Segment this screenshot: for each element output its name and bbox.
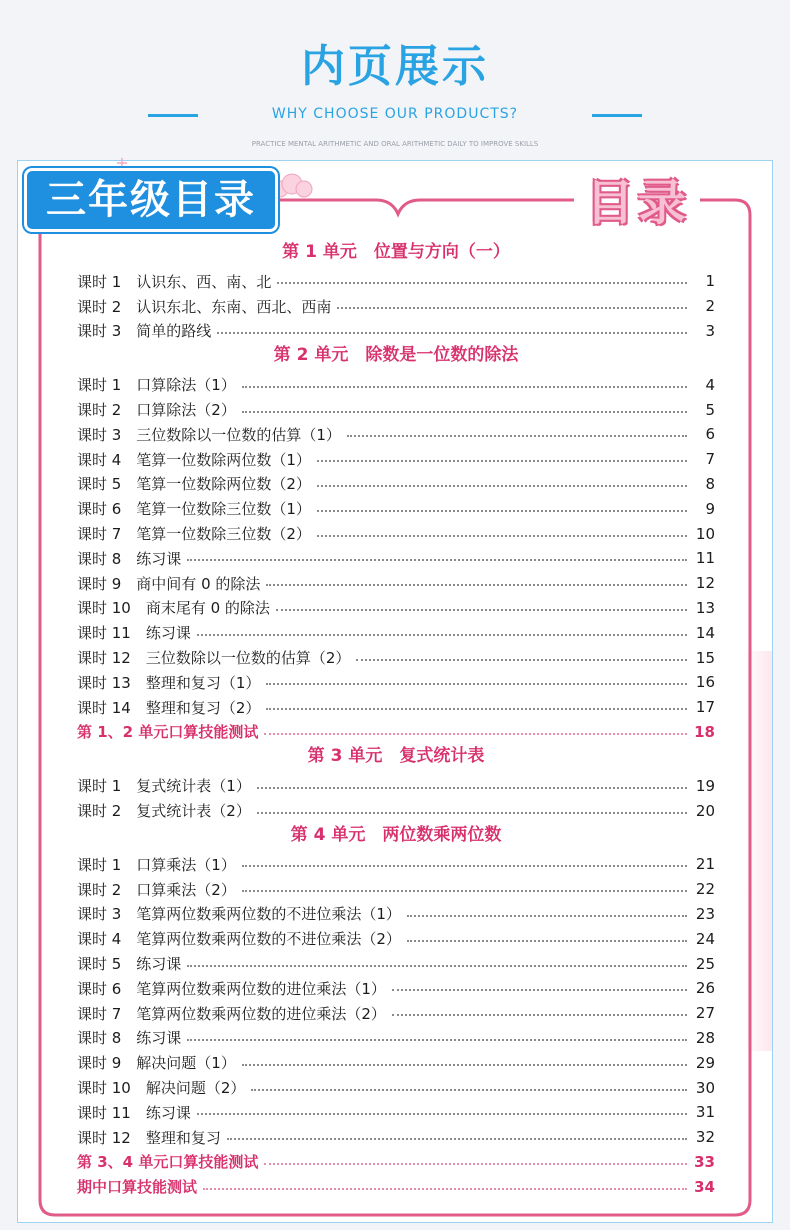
toc-row	[77, 877, 715, 902]
toc-row-leader	[266, 683, 687, 685]
toc-row-label: 课时 9 商中间有 0 的除法	[77, 574, 261, 593]
toc-row	[77, 951, 715, 976]
toc-row	[77, 521, 715, 546]
toc-row-leader	[242, 890, 687, 892]
toc-row-page: 8	[705, 474, 715, 493]
toc-row-label: 课时 11 练习课	[77, 1103, 191, 1122]
toc-row-page: 6	[705, 425, 715, 444]
toc-row-label: 课时 13 整理和复习（1）	[77, 673, 261, 692]
toc-row	[77, 269, 715, 294]
toc-row-page: 24	[695, 929, 715, 948]
toc-row	[77, 472, 715, 497]
toc-row	[77, 926, 715, 951]
toc-row-label: 课时 6 笔算一位数除三位数（1）	[77, 500, 311, 519]
toc-row	[77, 397, 715, 422]
toc-row-page: 2	[705, 297, 715, 316]
toc-row-leader	[257, 787, 687, 789]
toc-row	[77, 496, 715, 521]
toc-row-leader	[407, 915, 687, 917]
toc-row-page: 28	[695, 1028, 715, 1047]
toc-row-leader	[266, 708, 687, 710]
toc-row-leader	[317, 510, 687, 512]
toc-row	[77, 447, 715, 472]
toc-row-label: 课时 1 口算除法（1）	[77, 376, 236, 395]
toc-row-page: 16	[695, 673, 715, 692]
toc-row-page: 31	[695, 1103, 715, 1122]
toc-row-label: 课时 3 笔算两位数乘两位数的不进位乘法（1）	[77, 905, 401, 924]
toc-row-label: 课时 11 练习课	[77, 624, 191, 643]
toc-row-page: 20	[695, 801, 715, 820]
toc-row-leader	[317, 485, 687, 487]
toc-row-page: 14	[695, 623, 715, 642]
toc-row-leader	[251, 1089, 687, 1091]
toc-row-leader	[187, 965, 687, 967]
toc-row-leader	[257, 812, 687, 814]
toc-unit-heading: 第 2 单元 除数是一位数的除法	[273, 345, 519, 366]
toc-row-leader	[187, 559, 687, 561]
toc-row-leader	[276, 609, 687, 611]
toc-row-page: 23	[695, 904, 715, 923]
toc-row-label: 课时 1 口算乘法（1）	[77, 855, 236, 874]
toc-row-leader	[197, 634, 687, 636]
toc-row-leader	[317, 535, 687, 537]
toc-row-label: 期中口算技能测试	[77, 1178, 198, 1197]
toc-row-page: 9	[705, 499, 715, 518]
toc-row-label: 课时 6 笔算两位数乘两位数的进位乘法（1）	[77, 979, 386, 998]
toc-row-page: 22	[695, 880, 715, 899]
toc-row-leader	[347, 435, 687, 437]
toc-row-leader	[264, 1163, 687, 1165]
toc-row-label: 课时 9 解决问题（1）	[77, 1054, 236, 1073]
toc-row-label: 课时 4 笔算两位数乘两位数的不进位乘法（2）	[77, 930, 401, 949]
toc-row-page: 18	[694, 722, 715, 741]
toc-row-page: 33	[694, 1152, 715, 1171]
toc-row-label: 课时 3 简单的路线	[77, 322, 212, 341]
toc-row-leader	[392, 1014, 687, 1016]
toc-row-label: 课时 2 口算除法（2）	[77, 401, 236, 420]
toc-row-label: 课时 10 解决问题（2）	[77, 1079, 246, 1097]
toc-row-label: 课时 5 笔算一位数除两位数（2）	[77, 475, 311, 494]
toc-row-leader	[277, 282, 687, 284]
toc-row-label: 课时 14 整理和复习（2）	[77, 698, 261, 717]
toc-row	[77, 422, 715, 447]
toc-row-page: 30	[695, 1078, 715, 1097]
toc-row-page: 17	[695, 698, 715, 717]
toc-row-label: 第 1、2 单元口算技能测试	[77, 723, 259, 742]
toc-row	[77, 773, 715, 798]
page-subtitle: WHY CHOOSE OUR PRODUCTS?	[271, 106, 519, 122]
toc-row	[77, 852, 715, 877]
toc-row-leader	[217, 332, 687, 334]
toc-row-page: 21	[695, 855, 715, 874]
toc-row	[77, 372, 715, 397]
toc-row-leader	[227, 1138, 687, 1140]
toc-row-label: 课时 7 笔算一位数除三位数（2）	[77, 525, 311, 544]
toc-row	[77, 294, 715, 319]
toc-row-page: 3	[705, 321, 715, 340]
toc-row	[77, 319, 715, 344]
toc-row-leader	[242, 1064, 687, 1066]
toc-row	[77, 720, 715, 745]
toc-row	[77, 1125, 715, 1150]
toc-row-label: 课时 1 认识东、西、南、北	[77, 272, 272, 291]
toc-row-page: 25	[695, 954, 715, 973]
toc-row	[77, 1001, 715, 1026]
toc-row	[77, 1100, 715, 1125]
toc-row-leader	[266, 584, 687, 586]
toc-row-label: 课时 3 三位数除以一位数的估算（1）	[77, 425, 341, 444]
toc-row-page: 11	[695, 549, 715, 568]
toc-row-page: 12	[695, 574, 715, 593]
toc-list	[77, 240, 715, 1199]
toc-row-page: 5	[705, 400, 715, 419]
page-title: 内页展示	[301, 41, 489, 92]
toc-row-page: 7	[705, 450, 715, 469]
toc-row-label: 课时 8 练习课	[77, 549, 182, 568]
toc-row-label: 课时 8 练习课	[77, 1029, 182, 1048]
toc-row	[77, 1050, 715, 1075]
toc-row	[77, 695, 715, 720]
toc-row-leader	[187, 1039, 687, 1041]
toc-row-label: 课时 2 认识东北、东南、西北、西南	[77, 297, 332, 316]
toc-row-page: 26	[695, 979, 715, 998]
toc-row	[77, 902, 715, 927]
toc-row-leader	[392, 989, 687, 991]
toc-row-page: 27	[695, 1004, 715, 1023]
toc-row-leader	[407, 940, 687, 942]
pink-gradient-decoration	[742, 651, 772, 1051]
toc-row-label: 课时 2 复式统计表（2）	[77, 802, 251, 821]
toc-row-label: 课时 5 练习课	[77, 955, 182, 974]
toc-row-label: 课时 4 笔算一位数除两位数（1）	[77, 450, 311, 469]
toc-row-leader	[356, 659, 687, 661]
toc-row	[77, 571, 715, 596]
toc-row-page: 10	[695, 524, 715, 543]
toc-unit-heading: 第 1 单元 位置与方向（一）	[282, 242, 510, 262]
toc-row-leader	[317, 460, 687, 462]
page-tagline: PRACTICE MENTAL ARITHMETIC AND ORAL ARITHMETIC DAILY TO IMPROVE SKILLS	[251, 140, 539, 148]
toc-row-page: 13	[695, 598, 715, 617]
toc-row-leader	[197, 1113, 687, 1115]
toc-row-page: 32	[695, 1128, 715, 1147]
toc-row	[77, 976, 715, 1001]
toc-unit-heading: 第 3 单元 复式统计表	[307, 746, 485, 767]
toc-row-leader	[337, 307, 687, 309]
toc-row-leader	[203, 1188, 687, 1190]
toc-row-leader	[242, 411, 687, 413]
toc-row	[77, 1150, 715, 1175]
toc-row	[77, 620, 715, 645]
toc-row-page: 19	[695, 776, 715, 795]
toc-row-page: 29	[695, 1053, 715, 1072]
toc-row-label: 课时 12 三位数除以一位数的估算（2）	[77, 649, 351, 668]
title-rule-right	[592, 114, 642, 117]
toc-row-label: 第 3、4 单元口算技能测试	[77, 1153, 259, 1172]
toc-row-label: 课时 10 商末尾有 0 的除法	[77, 599, 270, 618]
toc-row-label: 课时 1 复式统计表（1）	[77, 777, 251, 796]
toc-row	[77, 1075, 715, 1100]
mulu-title: 目录	[585, 175, 690, 231]
toc-row	[77, 670, 715, 695]
toc-row-label: 课时 7 笔算两位数乘两位数的进位乘法（2）	[77, 1004, 386, 1023]
toc-row	[77, 1026, 715, 1051]
toc-row	[77, 596, 715, 621]
toc-row-leader	[264, 733, 687, 735]
page-header	[0, 0, 790, 160]
toc-row-leader	[242, 386, 687, 388]
toc-row-leader	[242, 865, 687, 867]
toc-row-label: 课时 2 口算乘法（2）	[77, 880, 236, 899]
toc-row	[77, 546, 715, 571]
toc-row	[77, 798, 715, 823]
toc-row-page: 34	[694, 1177, 715, 1196]
toc-row	[77, 645, 715, 670]
toc-row-page: 4	[705, 375, 715, 394]
toc-unit-heading: 第 4 单元 两位数乘两位数	[290, 824, 502, 845]
grade-badge: 三年级目录	[24, 168, 278, 232]
toc-row-page: 15	[695, 648, 715, 667]
toc-row	[77, 1174, 715, 1199]
toc-row-label: 课时 12 整理和复习	[77, 1128, 221, 1147]
toc-row-page: 1	[705, 272, 715, 291]
